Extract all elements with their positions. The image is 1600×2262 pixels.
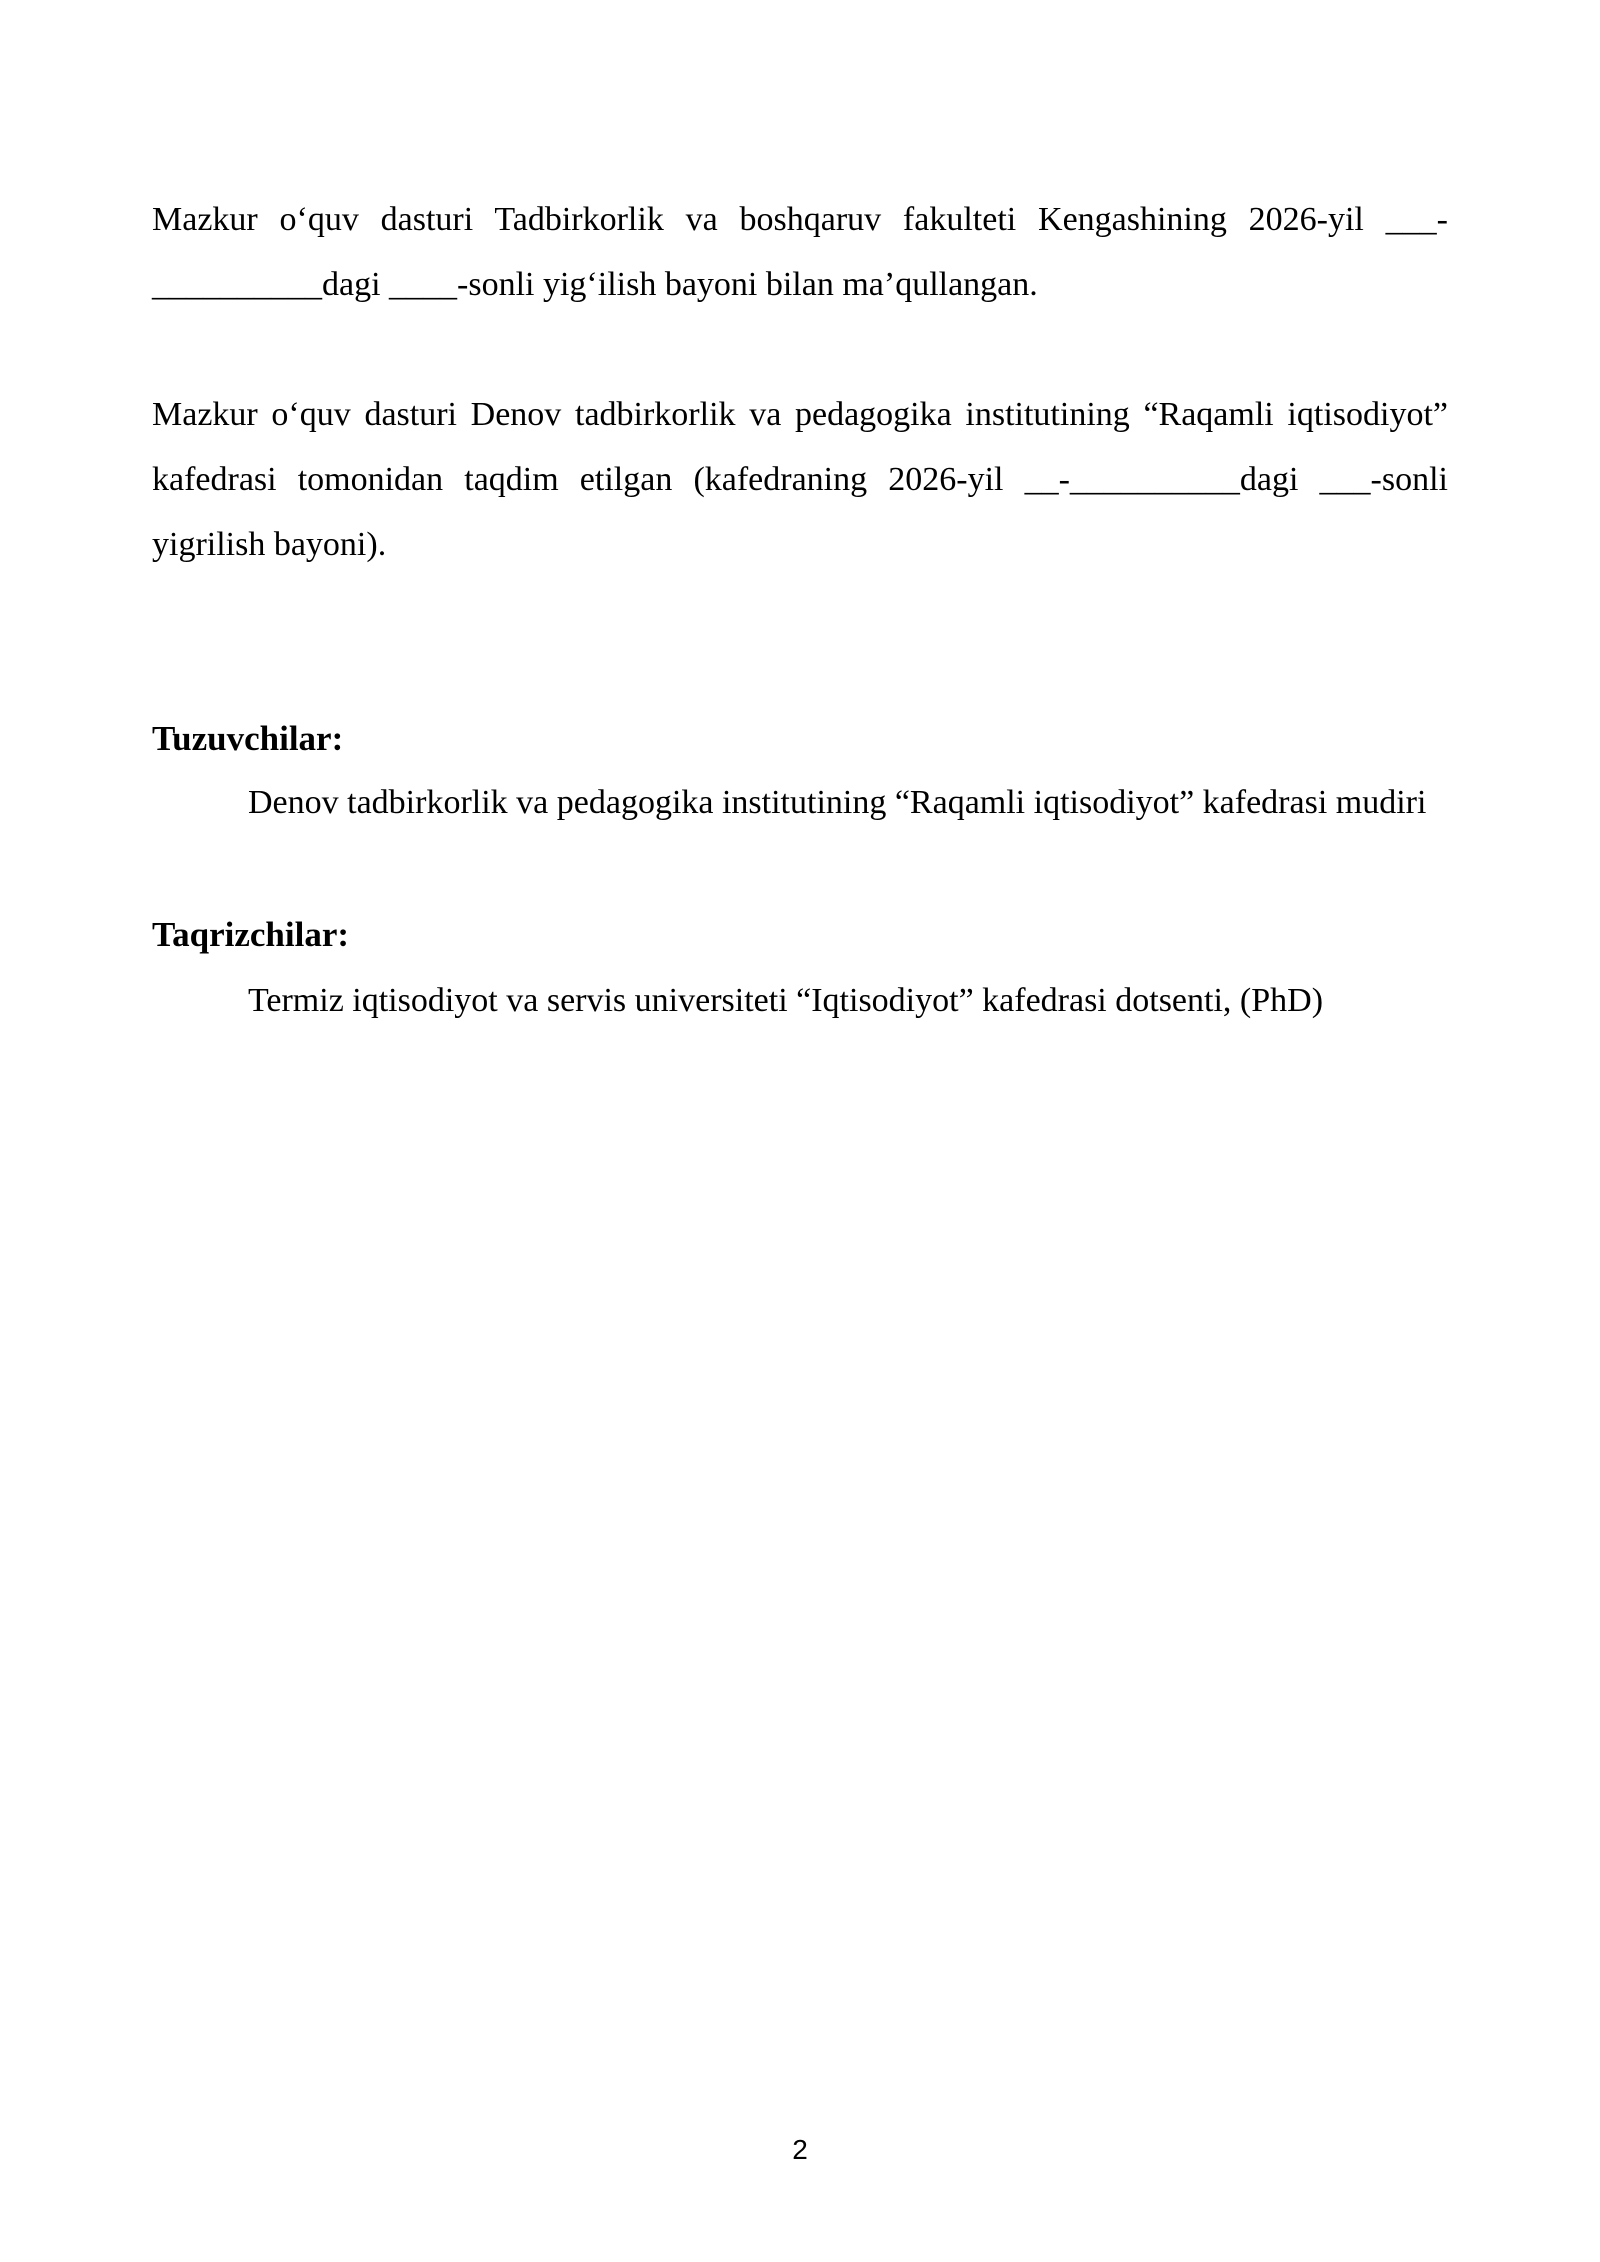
authors-entry: Denov tadbirkorlik va pedagogika institutining “Raqamli iqtisodiyot” kafedrasi mudiri: [248, 784, 1427, 821]
authors-heading: Tuzuvchilar:: [152, 719, 344, 758]
reviewers-entry: Termiz iqtisodiyot va servis universiteti “Iqtisodiyot” kafedrasi dotsenti, (PhD): [248, 982, 1324, 1019]
page-number: 2: [792, 2134, 808, 2165]
submission-paragraph: Mazkur o‘quv dasturi Denov tadbirkorlik va pedagogika institutining “Raqamli iqtisodiyot” kafedrasi tomonidan taqdim etilgan (kafedraning 2026-yil __-__________dagi ___-sonli yigrilish bayoni).: [152, 396, 1448, 563]
approval-paragraph: Mazkur o‘quv dasturi Tadbirkorlik va boshqaruv fakulteti Kengashining 2026-yil ___-__________dagi ____-sonli yig‘ilish bayoni bilan ma’qullangan.: [152, 201, 1448, 303]
reviewers-heading: Taqrizchilar:: [152, 915, 350, 954]
